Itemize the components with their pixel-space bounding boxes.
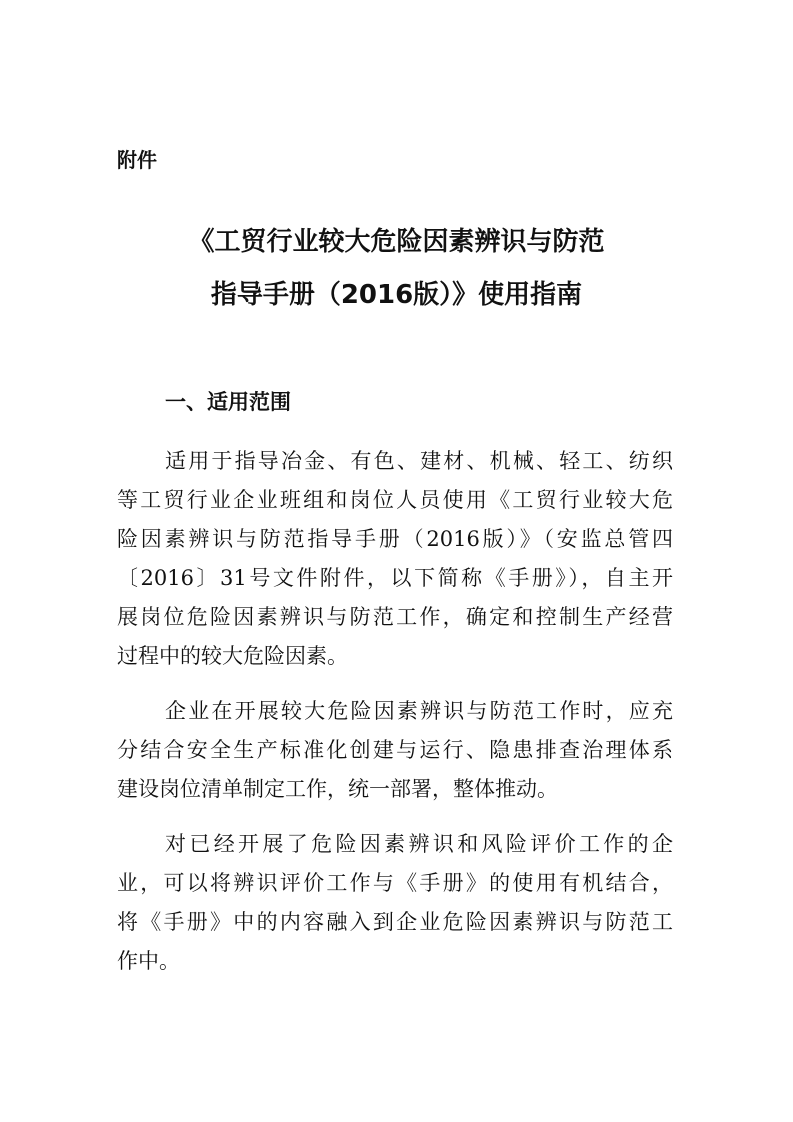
paragraph-2-line: 企业在开展较大危险因素辨识与防范工作时，应充 — [165, 699, 673, 723]
paragraph-3-line: 对已经开展了危险因素辨识和风险评价工作的企 — [165, 832, 673, 856]
paragraph-1-line: 展岗位危险因素辨识与防范工作，确定和控制生产经营 — [117, 605, 673, 629]
attachment-label: 附件 — [117, 148, 157, 172]
paragraph-1-line: 等工贸行业企业班组和岗位人员使用《工贸行业较大危 — [117, 488, 673, 512]
paragraph-2-line: 建设岗位清单制定工作，统一部署，整体推动。 — [117, 777, 558, 801]
section-heading: 一、适用范围 — [165, 390, 291, 414]
paragraph-3-line: 作中。 — [117, 949, 180, 973]
paragraph-1-line: 险因素辨识与防范指导手册（2016版）》（安监总管四 — [117, 527, 673, 551]
paragraph-1-line: 过程中的较大危险因素。 — [117, 644, 348, 668]
paragraph-2-line: 分结合安全生产标准化创建与运行、隐患排查治理体系 — [117, 738, 673, 762]
paragraph-3-line: 业，可以将辨识评价工作与《手册》的使用有机结合， — [117, 871, 673, 895]
paragraph-3-line: 将《手册》中的内容融入到企业危险因素辨识与防范工 — [117, 910, 673, 934]
document-title-line-1: 《工贸行业较大危险因素辨识与防范 — [188, 227, 605, 257]
document-title-line-2: 指导手册（2016版）》使用指南 — [210, 280, 583, 310]
paragraph-1-line: 〔2016〕31号文件附件，以下简称《手册》），自主开 — [117, 566, 673, 590]
paragraph-1-line: 适用于指导冶金、有色、建材、机械、轻工、纺织 — [165, 449, 673, 473]
